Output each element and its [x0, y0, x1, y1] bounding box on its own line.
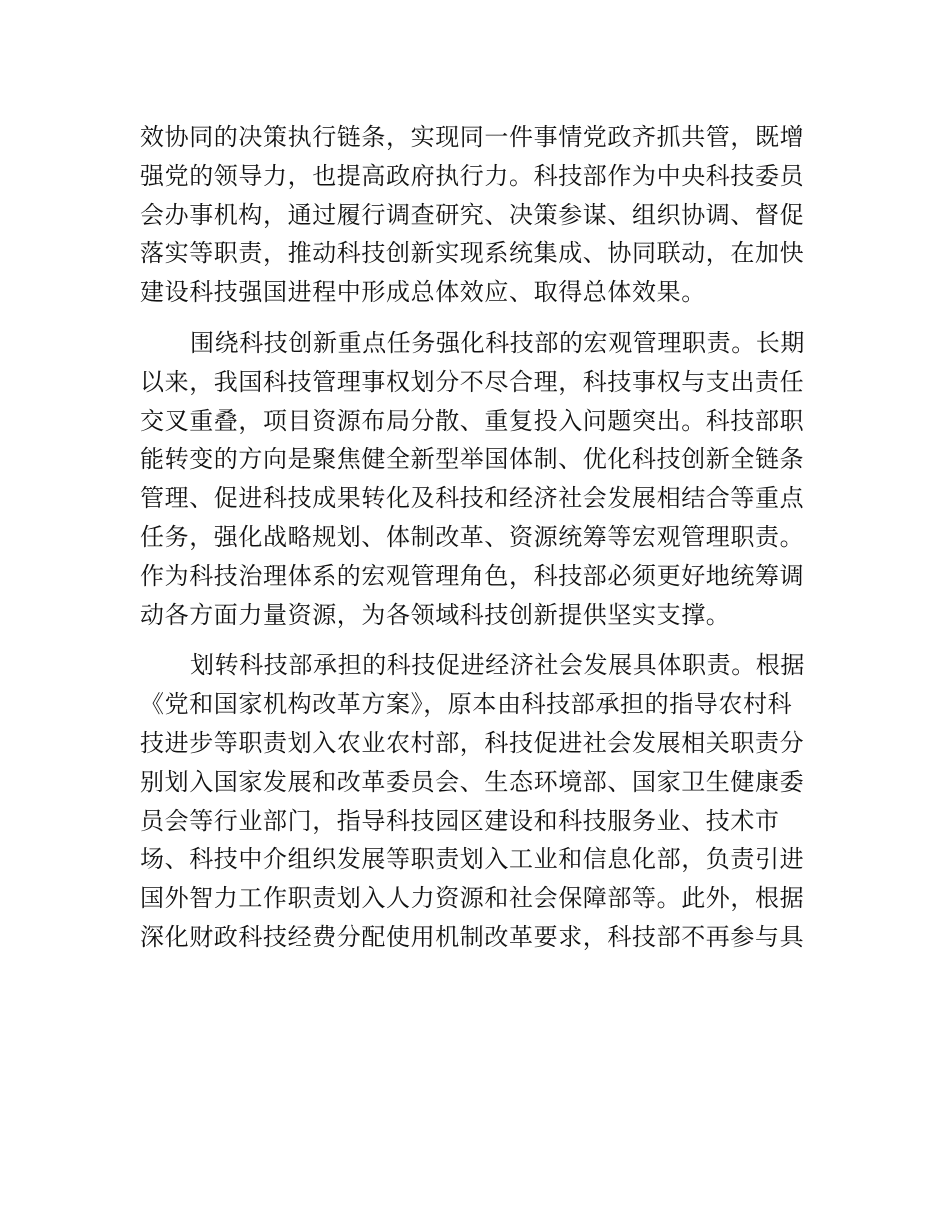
- text-line: 动各方面力量资源，为各领域科技创新提供坚实支撑。: [140, 600, 731, 629]
- text-line: 《党和国家机构改革方案》，原本由科技部承担的指导农村科: [140, 690, 793, 719]
- text-line: 深化财政科技经费分配使用机制改革要求，科技部不再参与具: [140, 922, 805, 951]
- text-line: 员会等行业部门，指导科技园区建设和科技服务业、技术市: [140, 806, 780, 835]
- text-line: 技进步等职责划入农业农村部，科技促进社会发展相关职责分: [140, 728, 805, 757]
- text-line: 以来，我国科技管理事权划分不尽合理，科技事权与支出责任: [140, 367, 805, 396]
- paragraph: [140, 118, 820, 312]
- text-line: 效协同的决策执行链条，实现同一件事情党政齐抓共管，既增: [140, 123, 805, 151]
- text-line: 建设科技强国进程中形成总体效应、取得总体效果。: [140, 278, 706, 307]
- paragraph: [140, 324, 820, 634]
- text-line: 能转变的方向是聚焦健全新型举国体制、优化科技创新全链条: [140, 445, 805, 474]
- paragraph: [140, 646, 820, 956]
- text-line: 管理、促进科技成果转化及科技和经济社会发展相结合等重点: [140, 484, 805, 513]
- text-line: 围绕科技创新重点任务强化科技部的宏观管理职责。长期: [190, 328, 805, 357]
- text-line: 会办事机构，通过履行调查研究、决策参谋、组织协调、督促: [140, 200, 805, 229]
- paragraph-spacer: [140, 312, 820, 324]
- text-line: 划转科技部承担的科技促进经济社会发展具体职责。根据: [190, 651, 805, 680]
- paragraph-spacer: [140, 634, 820, 646]
- text-line: 落实等职责，推动科技创新实现系统集成、协同联动，在加快: [140, 239, 805, 268]
- text-line: 场、科技中介组织发展等职责划入工业和信息化部，负责引进: [140, 845, 805, 874]
- body-text: [140, 118, 820, 957]
- text-line: 交叉重叠，项目资源布局分散、重复投入问题突出。科技部职: [140, 406, 805, 435]
- text-line: 作为科技治理体系的宏观管理角色，科技部必须更好地统筹调: [140, 561, 805, 590]
- text-line: 任务，强化战略规划、体制改革、资源统筹等宏观管理职责。: [140, 522, 805, 551]
- text-line: 国外智力工作职责划入人力资源和社会保障部等。此外，根据: [140, 884, 805, 913]
- text-line: 别划入国家发展和改革委员会、生态环境部、国家卫生健康委: [140, 767, 805, 796]
- text-line: 强党的领导力，也提高政府执行力。科技部作为中央科技委员: [140, 161, 805, 190]
